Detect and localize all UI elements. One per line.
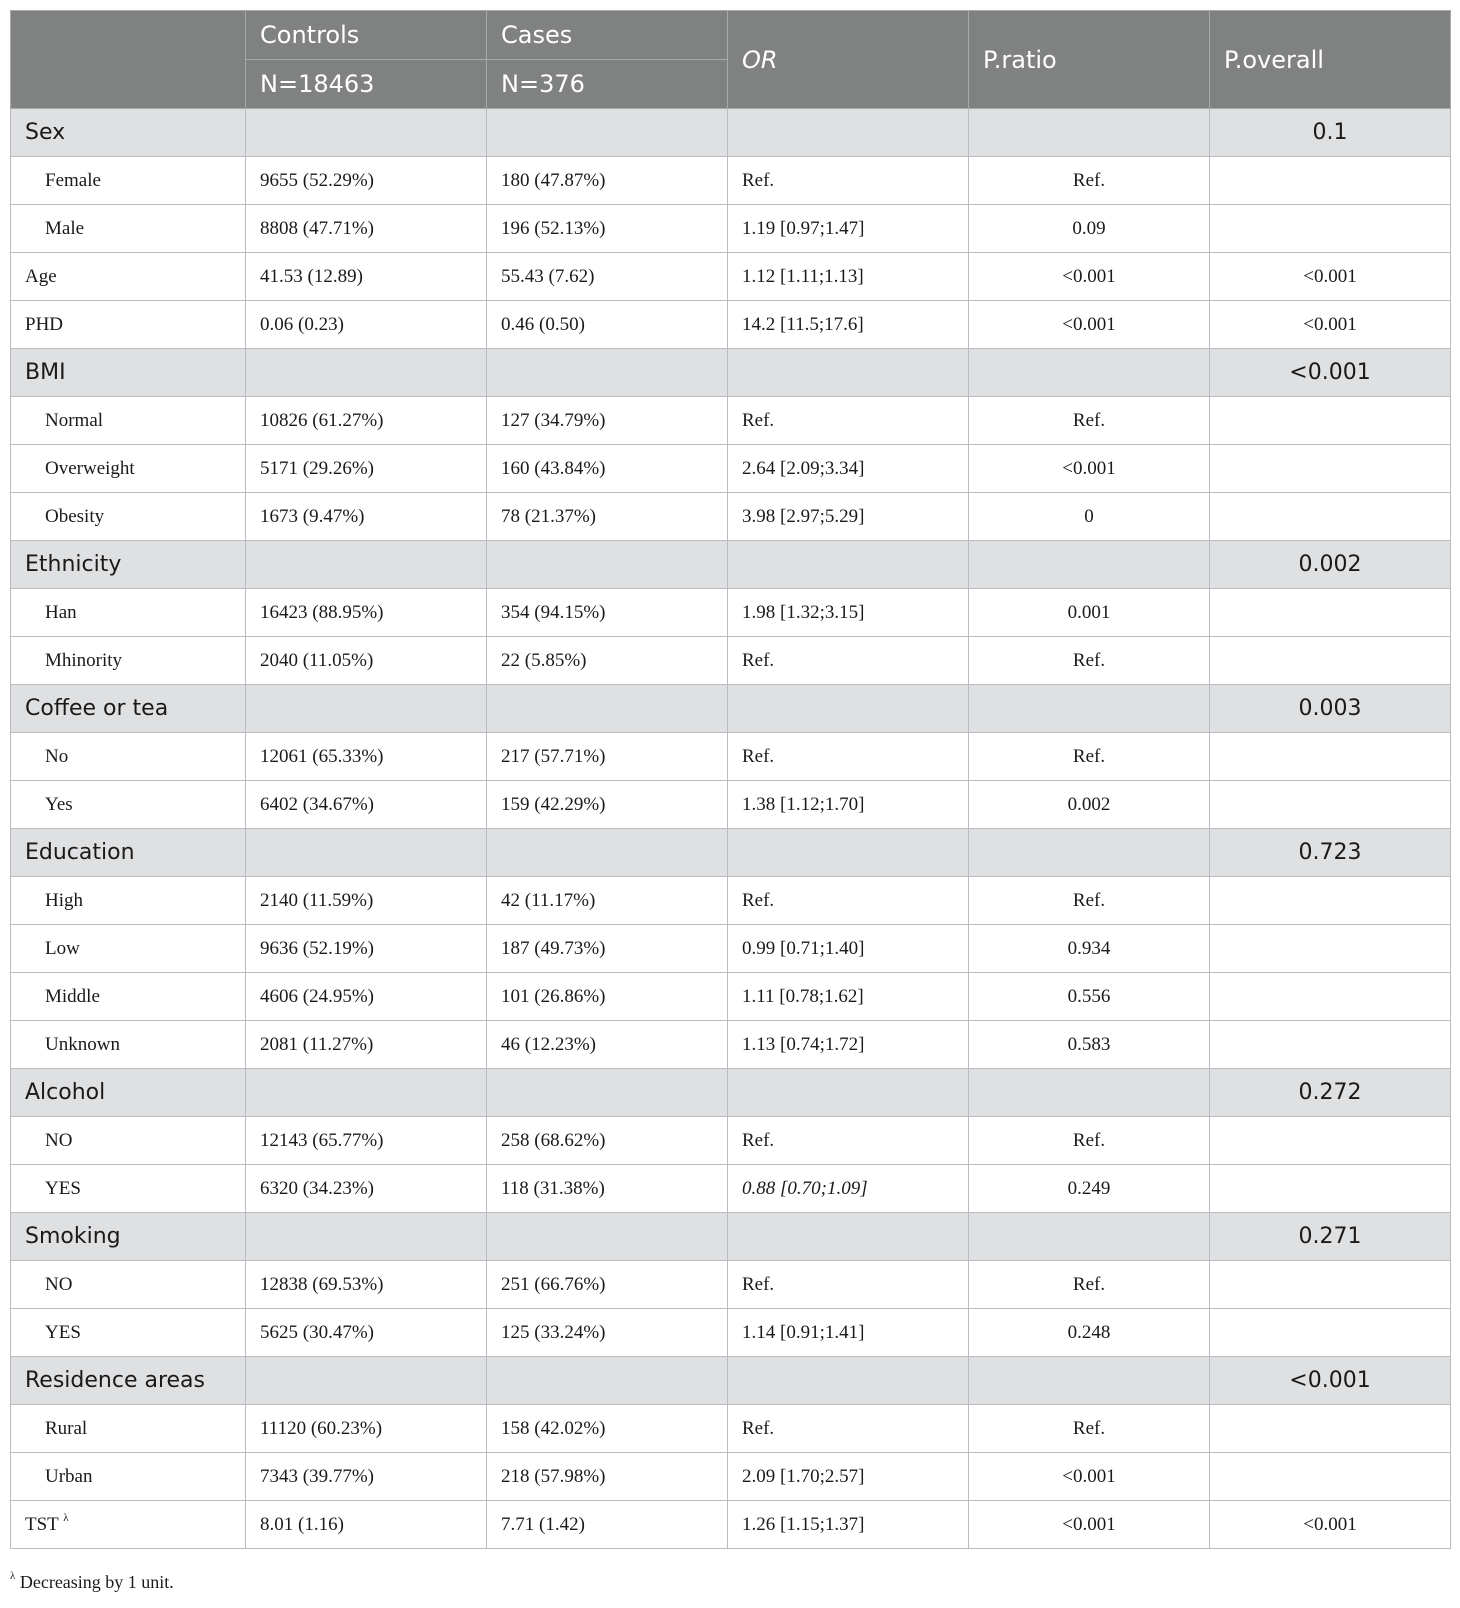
row-label bbox=[11, 493, 246, 541]
cell-controls bbox=[246, 1357, 487, 1405]
section-label: Alcohol bbox=[11, 1069, 246, 1117]
cell-controls: 41.53 (12.89) bbox=[246, 253, 487, 301]
cell-p-overall bbox=[1210, 1453, 1451, 1501]
cell-cases: 160 (43.84%) bbox=[487, 445, 728, 493]
row-label-text: Han bbox=[45, 601, 77, 623]
cell-or: 1.12 [1.11;1.13] bbox=[728, 253, 969, 301]
cell-p-ratio: 0.001 bbox=[969, 589, 1210, 637]
cell-p-overall bbox=[1210, 1405, 1451, 1453]
row-label bbox=[11, 781, 246, 829]
section-row bbox=[11, 1357, 1451, 1405]
table-row bbox=[11, 733, 1451, 781]
row-label bbox=[11, 1453, 246, 1501]
cell-controls bbox=[246, 541, 487, 589]
cell-or: Ref. bbox=[728, 157, 969, 205]
cell-p-overall: 0.272 bbox=[1210, 1069, 1451, 1117]
section-row bbox=[11, 1213, 1451, 1261]
cell-p-ratio bbox=[969, 829, 1210, 877]
cell-cases: 196 (52.13%) bbox=[487, 205, 728, 253]
cell-controls: 5171 (29.26%) bbox=[246, 445, 487, 493]
table-row bbox=[11, 493, 1451, 541]
cell-controls: 2081 (11.27%) bbox=[246, 1021, 487, 1069]
cell-p-overall bbox=[1210, 205, 1451, 253]
cell-p-overall bbox=[1210, 973, 1451, 1021]
cell-p-ratio: 0.249 bbox=[969, 1165, 1210, 1213]
cell-p-ratio bbox=[969, 1069, 1210, 1117]
cell-p-ratio: Ref. bbox=[969, 1261, 1210, 1309]
table-row bbox=[11, 925, 1451, 973]
cell-p-overall: <0.001 bbox=[1210, 1501, 1451, 1549]
table-row bbox=[11, 1261, 1451, 1309]
row-label bbox=[11, 637, 246, 685]
row-label-text: No bbox=[45, 745, 69, 767]
cell-controls bbox=[246, 1213, 487, 1261]
cell-cases bbox=[487, 1213, 728, 1261]
cell-or bbox=[728, 1213, 969, 1261]
cell-p-overall: <0.001 bbox=[1210, 349, 1451, 397]
cell-or: 1.14 [0.91;1.41] bbox=[728, 1309, 969, 1357]
cell-or: 0.88 [0.70;1.09] bbox=[728, 1165, 969, 1213]
cell-p-overall bbox=[1210, 397, 1451, 445]
cell-cases: 187 (49.73%) bbox=[487, 925, 728, 973]
row-label-text: Unknown bbox=[45, 1033, 120, 1055]
cell-p-ratio: Ref. bbox=[969, 733, 1210, 781]
cell-controls: 6320 (34.23%) bbox=[246, 1165, 487, 1213]
cell-or: Ref. bbox=[728, 1261, 969, 1309]
header-p-overall: P.overall bbox=[1210, 11, 1451, 109]
cell-p-ratio bbox=[969, 541, 1210, 589]
cell-cases: 7.71 (1.42) bbox=[487, 1501, 728, 1549]
cell-or: 2.64 [2.09;3.34] bbox=[728, 445, 969, 493]
cell-or: 0.99 [0.71;1.40] bbox=[728, 925, 969, 973]
cell-p-overall bbox=[1210, 1165, 1451, 1213]
table-row bbox=[11, 205, 1451, 253]
cell-p-ratio: Ref. bbox=[969, 397, 1210, 445]
cell-p-overall bbox=[1210, 925, 1451, 973]
row-label-text: Age bbox=[25, 265, 57, 287]
cell-p-ratio bbox=[969, 349, 1210, 397]
table-row bbox=[11, 1021, 1451, 1069]
cell-cases: 354 (94.15%) bbox=[487, 589, 728, 637]
section-label: BMI bbox=[11, 349, 246, 397]
section-row bbox=[11, 829, 1451, 877]
cell-p-ratio bbox=[969, 1213, 1210, 1261]
cell-cases bbox=[487, 1357, 728, 1405]
table-row bbox=[11, 1309, 1451, 1357]
section-row bbox=[11, 1069, 1451, 1117]
cell-p-overall bbox=[1210, 1021, 1451, 1069]
table-container bbox=[10, 10, 1450, 1549]
table-row bbox=[11, 781, 1451, 829]
cell-cases: 78 (21.37%) bbox=[487, 493, 728, 541]
section-row bbox=[11, 349, 1451, 397]
data-table bbox=[10, 10, 1451, 1549]
table-row bbox=[11, 1405, 1451, 1453]
table-row bbox=[11, 253, 1451, 301]
cell-p-overall bbox=[1210, 493, 1451, 541]
row-label-text: Yes bbox=[45, 793, 73, 815]
cell-cases: 127 (34.79%) bbox=[487, 397, 728, 445]
cell-p-overall: <0.001 bbox=[1210, 301, 1451, 349]
footnote-symbol: λ bbox=[10, 1570, 16, 1582]
header-controls: Controls bbox=[246, 11, 487, 60]
cell-p-overall: 0.271 bbox=[1210, 1213, 1451, 1261]
section-label: Ethnicity bbox=[11, 541, 246, 589]
header-or: OR bbox=[728, 11, 969, 109]
cell-or: 1.26 [1.15;1.37] bbox=[728, 1501, 969, 1549]
cell-or: Ref. bbox=[728, 1117, 969, 1165]
footnote bbox=[10, 1572, 174, 1593]
row-label-text: YES bbox=[45, 1177, 81, 1199]
cell-p-overall bbox=[1210, 637, 1451, 685]
row-label-text: Mhinority bbox=[45, 649, 123, 671]
cell-p-ratio: <0.001 bbox=[969, 445, 1210, 493]
cell-or: 14.2 [11.5;17.6] bbox=[728, 301, 969, 349]
cell-p-overall bbox=[1210, 1309, 1451, 1357]
table-row bbox=[11, 589, 1451, 637]
cell-cases: 217 (57.71%) bbox=[487, 733, 728, 781]
row-label bbox=[11, 253, 246, 301]
cell-cases: 158 (42.02%) bbox=[487, 1405, 728, 1453]
row-label-superscript: λ bbox=[63, 1511, 69, 1524]
row-label bbox=[11, 877, 246, 925]
row-label-text: Low bbox=[45, 937, 80, 959]
table-row bbox=[11, 637, 1451, 685]
cell-cases: 101 (26.86%) bbox=[487, 973, 728, 1021]
cell-p-ratio: <0.001 bbox=[969, 301, 1210, 349]
cell-or: Ref. bbox=[728, 733, 969, 781]
cell-p-ratio: Ref. bbox=[969, 157, 1210, 205]
cell-cases: 258 (68.62%) bbox=[487, 1117, 728, 1165]
cell-p-overall bbox=[1210, 1261, 1451, 1309]
cell-p-ratio bbox=[969, 109, 1210, 157]
cell-controls: 12061 (65.33%) bbox=[246, 733, 487, 781]
cell-or: 1.13 [0.74;1.72] bbox=[728, 1021, 969, 1069]
cell-p-ratio: 0.002 bbox=[969, 781, 1210, 829]
cell-controls bbox=[246, 685, 487, 733]
table-row bbox=[11, 397, 1451, 445]
cell-controls bbox=[246, 109, 487, 157]
table-row bbox=[11, 301, 1451, 349]
row-label-text: Rural bbox=[45, 1417, 88, 1439]
cell-controls: 12838 (69.53%) bbox=[246, 1261, 487, 1309]
row-label bbox=[11, 733, 246, 781]
table-row bbox=[11, 1117, 1451, 1165]
cell-p-overall bbox=[1210, 781, 1451, 829]
row-label-text: Urban bbox=[45, 1465, 93, 1487]
cell-cases: 218 (57.98%) bbox=[487, 1453, 728, 1501]
cell-or bbox=[728, 1357, 969, 1405]
cell-p-overall: 0.003 bbox=[1210, 685, 1451, 733]
row-label-text: Female bbox=[45, 169, 101, 191]
footnote-text: Decreasing by 1 unit. bbox=[15, 1572, 174, 1592]
cell-controls bbox=[246, 829, 487, 877]
cell-p-overall bbox=[1210, 733, 1451, 781]
cell-controls: 1673 (9.47%) bbox=[246, 493, 487, 541]
section-label: Residence areas bbox=[11, 1357, 246, 1405]
row-label bbox=[11, 445, 246, 493]
header-cases-n: N=376 bbox=[487, 60, 728, 109]
row-label bbox=[11, 157, 246, 205]
cell-cases: 0.46 (0.50) bbox=[487, 301, 728, 349]
cell-p-ratio: 0.934 bbox=[969, 925, 1210, 973]
cell-controls: 8808 (47.71%) bbox=[246, 205, 487, 253]
row-label-text: YES bbox=[45, 1321, 81, 1343]
cell-p-overall: <0.001 bbox=[1210, 1357, 1451, 1405]
cell-or bbox=[728, 685, 969, 733]
table-row bbox=[11, 973, 1451, 1021]
cell-p-ratio: 0 bbox=[969, 493, 1210, 541]
cell-controls: 4606 (24.95%) bbox=[246, 973, 487, 1021]
header-empty-cell bbox=[11, 11, 246, 109]
table-row bbox=[11, 1501, 1451, 1549]
cell-or: Ref. bbox=[728, 1405, 969, 1453]
cell-p-overall bbox=[1210, 157, 1451, 205]
cell-p-overall bbox=[1210, 445, 1451, 493]
section-row bbox=[11, 109, 1451, 157]
table-body bbox=[11, 109, 1451, 1549]
table-row bbox=[11, 1165, 1451, 1213]
cell-p-ratio bbox=[969, 685, 1210, 733]
cell-cases: 46 (12.23%) bbox=[487, 1021, 728, 1069]
cell-or bbox=[728, 349, 969, 397]
header-cases: Cases bbox=[487, 11, 728, 60]
cell-cases: 251 (66.76%) bbox=[487, 1261, 728, 1309]
cell-controls: 8.01 (1.16) bbox=[246, 1501, 487, 1549]
row-label bbox=[11, 1021, 246, 1069]
cell-or: Ref. bbox=[728, 397, 969, 445]
cell-cases: 42 (11.17%) bbox=[487, 877, 728, 925]
cell-controls: 7343 (39.77%) bbox=[246, 1453, 487, 1501]
row-label bbox=[11, 1261, 246, 1309]
cell-p-ratio: Ref. bbox=[969, 877, 1210, 925]
cell-p-overall bbox=[1210, 1117, 1451, 1165]
table-row bbox=[11, 157, 1451, 205]
table-header bbox=[11, 11, 1451, 109]
table-row bbox=[11, 1453, 1451, 1501]
row-label bbox=[11, 1501, 246, 1549]
row-label-text: PHD bbox=[25, 313, 64, 335]
cell-p-overall bbox=[1210, 877, 1451, 925]
cell-p-overall: 0.1 bbox=[1210, 109, 1451, 157]
cell-p-ratio: Ref. bbox=[969, 1405, 1210, 1453]
cell-cases bbox=[487, 1069, 728, 1117]
cell-controls: 10826 (61.27%) bbox=[246, 397, 487, 445]
row-label-text: High bbox=[45, 889, 83, 911]
cell-cases bbox=[487, 541, 728, 589]
row-label-text: TST bbox=[25, 1513, 59, 1535]
section-label: Smoking bbox=[11, 1213, 246, 1261]
cell-or: Ref. bbox=[728, 877, 969, 925]
row-label-text: NO bbox=[45, 1273, 73, 1295]
table-row bbox=[11, 445, 1451, 493]
row-label bbox=[11, 1309, 246, 1357]
row-label bbox=[11, 973, 246, 1021]
cell-or: 1.38 [1.12;1.70] bbox=[728, 781, 969, 829]
cell-cases: 55.43 (7.62) bbox=[487, 253, 728, 301]
cell-or bbox=[728, 1069, 969, 1117]
cell-cases: 125 (33.24%) bbox=[487, 1309, 728, 1357]
section-row bbox=[11, 541, 1451, 589]
cell-cases: 118 (31.38%) bbox=[487, 1165, 728, 1213]
row-label-text: Middle bbox=[45, 985, 100, 1007]
cell-controls bbox=[246, 1069, 487, 1117]
cell-p-ratio: Ref. bbox=[969, 637, 1210, 685]
cell-p-ratio: 0.556 bbox=[969, 973, 1210, 1021]
cell-controls bbox=[246, 349, 487, 397]
cell-p-ratio: 0.583 bbox=[969, 1021, 1210, 1069]
row-label-text: NO bbox=[45, 1129, 73, 1151]
cell-controls: 5625 (30.47%) bbox=[246, 1309, 487, 1357]
row-label bbox=[11, 1405, 246, 1453]
cell-cases: 180 (47.87%) bbox=[487, 157, 728, 205]
cell-controls: 9636 (52.19%) bbox=[246, 925, 487, 973]
cell-controls: 11120 (60.23%) bbox=[246, 1405, 487, 1453]
cell-or: 1.98 [1.32;3.15] bbox=[728, 589, 969, 637]
cell-cases bbox=[487, 829, 728, 877]
table-row bbox=[11, 877, 1451, 925]
cell-controls: 2140 (11.59%) bbox=[246, 877, 487, 925]
cell-controls: 9655 (52.29%) bbox=[246, 157, 487, 205]
section-label: Sex bbox=[11, 109, 246, 157]
cell-p-ratio: <0.001 bbox=[969, 1501, 1210, 1549]
row-label-text: Male bbox=[45, 217, 85, 239]
cell-cases: 22 (5.85%) bbox=[487, 637, 728, 685]
header-p-ratio: P.ratio bbox=[969, 11, 1210, 109]
row-label bbox=[11, 925, 246, 973]
row-label bbox=[11, 589, 246, 637]
row-label-text: Overweight bbox=[45, 457, 135, 479]
cell-controls: 0.06 (0.23) bbox=[246, 301, 487, 349]
cell-or: 1.11 [0.78;1.62] bbox=[728, 973, 969, 1021]
cell-p-overall: <0.001 bbox=[1210, 253, 1451, 301]
cell-controls: 12143 (65.77%) bbox=[246, 1117, 487, 1165]
row-label bbox=[11, 1165, 246, 1213]
cell-controls: 6402 (34.67%) bbox=[246, 781, 487, 829]
cell-p-ratio bbox=[969, 1357, 1210, 1405]
cell-or: Ref. bbox=[728, 637, 969, 685]
row-label bbox=[11, 301, 246, 349]
cell-cases bbox=[487, 349, 728, 397]
row-label bbox=[11, 397, 246, 445]
cell-p-overall bbox=[1210, 589, 1451, 637]
row-label-text: Normal bbox=[45, 409, 104, 431]
section-row bbox=[11, 685, 1451, 733]
cell-p-ratio: Ref. bbox=[969, 1117, 1210, 1165]
cell-p-ratio: 0.09 bbox=[969, 205, 1210, 253]
cell-controls: 16423 (88.95%) bbox=[246, 589, 487, 637]
row-label-text: Obesity bbox=[45, 505, 105, 527]
cell-cases: 159 (42.29%) bbox=[487, 781, 728, 829]
row-label bbox=[11, 1117, 246, 1165]
cell-or bbox=[728, 829, 969, 877]
cell-or: 2.09 [1.70;2.57] bbox=[728, 1453, 969, 1501]
cell-p-ratio: 0.248 bbox=[969, 1309, 1210, 1357]
cell-or: 3.98 [2.97;5.29] bbox=[728, 493, 969, 541]
cell-p-ratio: <0.001 bbox=[969, 253, 1210, 301]
section-label: Education bbox=[11, 829, 246, 877]
cell-p-overall: 0.002 bbox=[1210, 541, 1451, 589]
cell-controls: 2040 (11.05%) bbox=[246, 637, 487, 685]
cell-p-ratio: <0.001 bbox=[969, 1453, 1210, 1501]
cell-or: 1.19 [0.97;1.47] bbox=[728, 205, 969, 253]
header-controls-n: N=18463 bbox=[246, 60, 487, 109]
cell-p-overall: 0.723 bbox=[1210, 829, 1451, 877]
cell-cases bbox=[487, 109, 728, 157]
row-label bbox=[11, 205, 246, 253]
cell-cases bbox=[487, 685, 728, 733]
section-label: Coffee or tea bbox=[11, 685, 246, 733]
cell-or bbox=[728, 109, 969, 157]
cell-or bbox=[728, 541, 969, 589]
